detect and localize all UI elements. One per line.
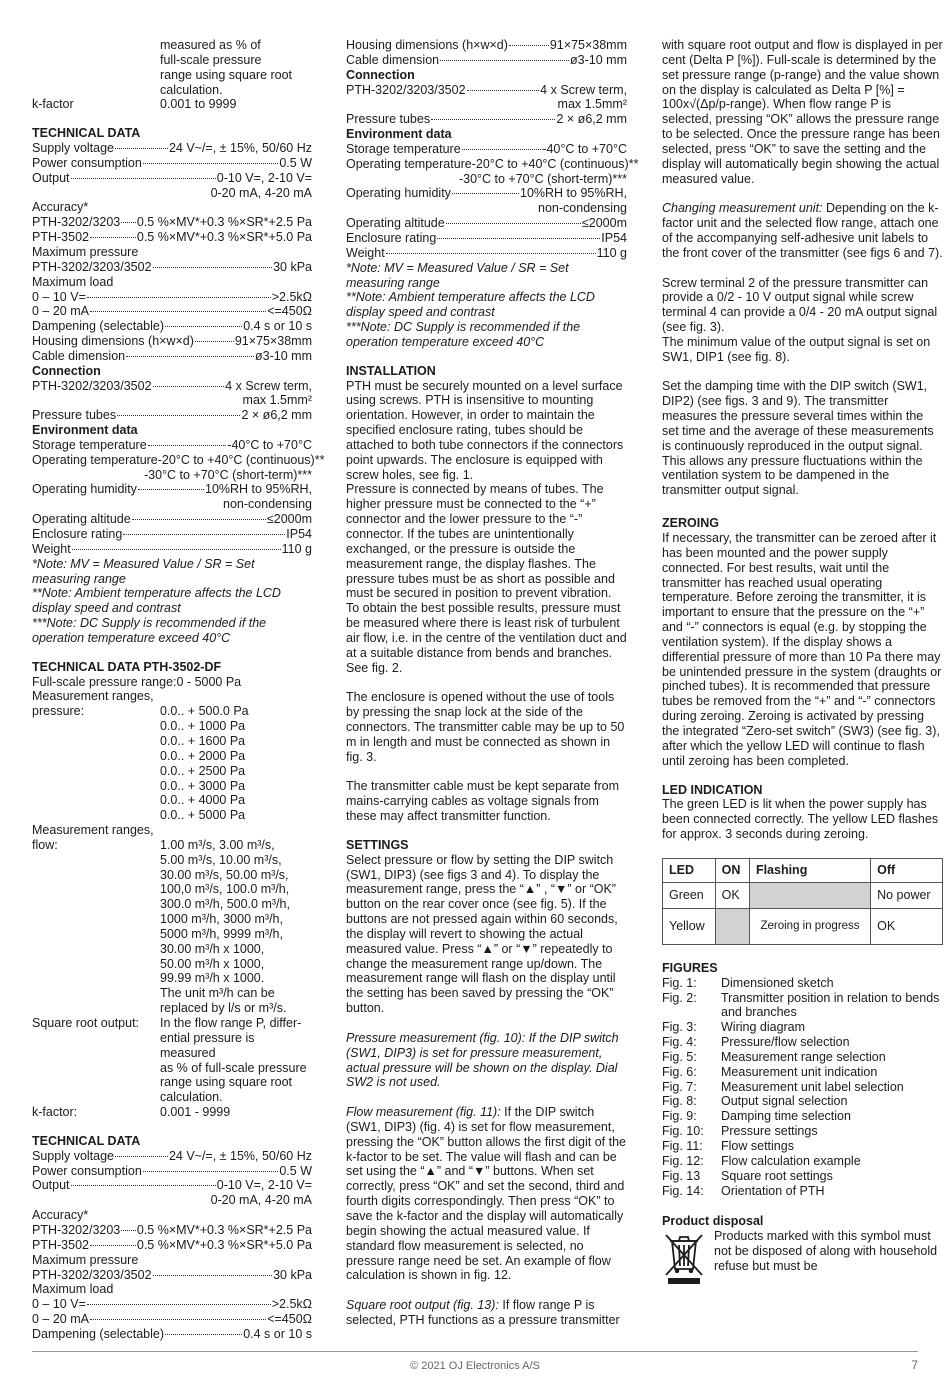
fig-caption: Measurement range selection [721,1049,886,1064]
table-cell: OK [715,882,749,908]
spec-key: Pressure tubes [346,112,431,127]
spec-value: IP54 [601,230,627,245]
fig-number: Fig. 8: [662,1094,697,1109]
crossed-out-wheelie-bin-icon [662,1229,714,1289]
flow-label: flow: [32,837,58,852]
list-item [662,1154,943,1169]
list-item [662,991,943,1021]
fig-number: Fig. 12: [662,1153,704,1168]
paragraph: If necessary, the transmitter can be zeroed after it has been mounted and the power supply connected. For best results, wait until the transmitter has reached usual operating temperature. Before zeroing the transmitter, it is important to ensure that the pressure on the “+” and “-” connectors is equal (e.g. by stopping the ventilation system). If the display shows a differential pressure of more than 10 Pa there may be unintended pressure in the system (draughts or pinched tubes). It is recommended that pressure tubes be removed from the “+” and “-” connectors during zeroing. Zeroing is activated by pressing the integrated “Zero-set switch” (SW3) (see fig. 3), after which the yellow LED will continue to flash until zeroing has been completed. [662,531,942,768]
spec-row [32,319,312,334]
fig-caption: Pressure settings [721,1124,818,1139]
column-header: Flashing [749,858,870,882]
spec-row [32,290,312,305]
spec-value: max 1.5mm² [242,393,312,408]
section-heading: TECHNICAL DATA [32,126,141,141]
spec-key: Output [32,1178,70,1193]
spec-row [32,512,312,527]
spec-label: Maximum load [32,1282,114,1297]
range-item: 99.99 m³/h x 1000. [160,971,265,986]
range-item: 0.0.. + 3000 Pa [160,778,246,793]
spec-key: Operating temperature [346,156,472,171]
sqrt-line: range using square root [160,1075,293,1090]
paragraph [346,1298,627,1328]
spec-row [32,215,312,230]
spec-value: 0.5 %×MV*+0.3 %×SR*+2.5 Pa [136,1222,312,1237]
list-item [662,1184,943,1199]
fig-caption: Measurement unit indication [721,1064,878,1079]
range-item: 100,0 m³/s, 100.0 m³/h, [160,882,290,897]
sqrt-line: calculation. [160,1090,223,1105]
spec-row [32,527,312,542]
fig-caption: Dimensioned sketch [721,975,834,990]
spec-row [32,230,312,245]
subheading: Connection [32,363,101,378]
table-cell: Green [663,882,716,908]
fig-number: Fig. 14: [662,1183,704,1198]
figures-list [662,976,943,1199]
spec-key: Power consumption [32,155,142,170]
section-heading: ZEROING [662,516,719,531]
range-item: 0.0.. + 2000 Pa [160,748,246,763]
spec-row [32,1238,312,1253]
table-header-row [663,858,943,882]
spec-key: PTH-3202/3203/3502 [32,378,152,393]
paragraph: Set the damping time with the DIP switch (SW1, DIP2) (see figs. 3 and 9). The transmitter measures the pressure several times within the set time and the average of these measurements is continuously reproduced in the output signal. This allows any pressure fluctuations within the ventilation system to be dampened in the transmitter output signal. [662,379,934,498]
table-cell-empty [715,908,749,944]
spec-value: ø3-10 mm [570,52,627,67]
fig-caption: Measurement unit label selection [721,1079,904,1094]
spec-row [32,304,312,319]
spec-key: Enclosure rating [346,230,437,245]
spec-value: 91×75×38mm [234,334,312,349]
spec-key: 0 – 10 V= [32,1297,86,1312]
spec-label: Accuracy* [32,1208,89,1223]
spec-value: 0.5 W [279,1163,312,1178]
range-item: 0.0.. + 5000 Pa [160,808,246,823]
spec-key: Operating altitude [32,512,131,527]
subheading: Connection [346,67,415,82]
list-item [662,1169,943,1184]
spec-row [32,1268,312,1283]
spec-row [346,231,627,246]
fig-number: Fig. 4: [662,1035,697,1050]
page-footer [32,1351,918,1372]
column-1 [32,38,325,1342]
spec-row [346,186,627,201]
kfactor-label: k-factor: [32,1105,78,1120]
fig-caption: Transmitter position in relation to bends and branches [721,990,940,1020]
spec-value: >2.5kΩ [271,1297,312,1312]
table-cell: OK [871,908,943,944]
list-item [662,1109,943,1124]
paragraph: The minimum value of the output signal is set on SW1, DIP1 (see fig. 8). [662,334,931,364]
cont-line: range using square root [160,67,293,82]
spec-key: 0 – 20 mA [32,1312,89,1327]
spec-row [32,1149,312,1164]
pressure-ranges [32,704,312,823]
spec-value: <=450Ω [267,304,312,319]
list-item [662,1094,943,1109]
fig-number: Fig. 9: [662,1109,697,1124]
section-heading: TECHNICAL DATA PTH-3502-DF [32,659,222,674]
range-item: 0.0.. + 1000 Pa [160,719,246,734]
column-header: Off [871,858,943,882]
fig-number: Fig. 5: [662,1049,697,1064]
spec-row [32,1312,312,1327]
fig-number: Fig. 3: [662,1020,697,1035]
sqrt-line: as % of full-scale pressure [160,1060,307,1075]
spec-value: 0.5 W [279,155,312,170]
paragraph: Pressure measurement (fig. 10): If the DIP switch (SW1, DIP3) is set for pressure measurement, actual pressure will be shown on the display. Dial SW2 is not used. [346,1030,619,1090]
spec-row [346,216,627,231]
spec-value: -20°C to +40°C (continuous)** [157,452,325,467]
fig-number: Fig. 2: [662,990,697,1005]
range-item: 5.00 m³/s, 10.00 m³/s, [160,852,282,867]
spec-key: Pressure tubes [32,408,117,423]
spec-label: Maximum pressure [32,1252,139,1267]
spec-key: Power consumption [32,1163,142,1178]
fig-caption: Flow settings [721,1139,794,1153]
paragraph: The enclosure is opened without the use of tools by pressing the snap lock at the side of the connectors. The transmitter cable may be up to 50 m in length and must be connected as shown in fig. 3. [346,690,625,764]
copyright: © 2021 OJ Electronics A/S [410,1360,540,1372]
paragraph: Select pressure or flow by setting the DIP switch (SW1, DIP3) (see figs 3 and 4). To display the measurement range, press the “▲” , “▼” or “OK” button on the rear cover once (see fig. 5). If the buttons are not pressed again within 60 seconds, the display will revert to showing the actual measured value. Press “▲” or “▼” repeatedly to change the measurement range up/down. The measurement range will flash on the display until the setting has been saved by pressing the “OK” button. [346,852,618,1016]
spec-value: 2 × ø6,2 mm [556,112,627,127]
list-item [662,1035,943,1050]
section-heading: LED INDICATION [662,782,763,797]
spec-value: 30 kPa [273,1267,312,1282]
spec-value: ø3-10 mm [255,348,312,363]
paragraph: PTH must be securely mounted on a level surface using screws. PTH is insensitive to mounting orientation. However, in order to maintain the specified enclosure rating, tubes should be attached to both tube connectors if the connectors point upwards. The enclosure is equipped with screw holes, see fig. 1. [346,378,624,482]
cont-line: calculation. [160,82,223,97]
range-item: 0.0.. + 4000 Pa [160,793,246,808]
list-item [662,1050,943,1065]
table-cell: No power [871,882,943,908]
spec-value: 91×75×38mm [549,38,627,52]
spec-value: >2.5kΩ [271,289,312,304]
footnote: ***Note: DC Supply is recommended if the operation temperature exceed 40°C [346,320,581,349]
spec-value: -30°C to +70°C (short-term)*** [458,171,627,186]
spec-value: -20°C to +40°C (continuous)** [471,156,639,171]
range-item: 30.00 m³/s, 50.00 m³/s, [160,867,289,882]
spec-key: Storage temperature [32,437,147,452]
spec-value: 10%RH to 95%RH, [205,482,312,497]
spec-key: PTH-3202/3203/3502 [346,82,466,97]
spec-key: 0 – 10 V= [32,289,86,304]
disposal-text: Products marked with this symbol must not be disposed of along with household refuse but must be [714,1229,938,1273]
spec-value: 4 x Screw term, [225,378,312,393]
list-item [662,1139,943,1154]
fig-caption: Damping time selection [721,1109,851,1124]
paragraph: The transmitter cable must be kept separate from mains-carrying cables as voltage signals from these may affect transmitter function. [346,779,620,824]
spec-key: Weight [346,245,385,260]
spec-key: Supply voltage [32,141,115,156]
spec-label: Maximum pressure [32,244,139,259]
spec-value: 24 V~/=, ± 15%, 50/60 Hz [168,141,312,156]
fig-number: Fig. 10: [662,1124,704,1139]
spec-label: Measurement ranges, [32,689,154,704]
list-item [662,1020,943,1035]
spec-row [32,141,312,156]
spec-key: PTH-3202/3203/3502 [32,259,152,274]
column-2 [346,38,639,1328]
paragraph: Screw terminal 2 of the pressure transmitter can provide a 0/2 - 10 V output signal while screw terminal 4 can provide a 0/4 - 20 mA output signal (see fig. 3). [662,275,938,335]
paragraph-lead: Flow measurement (fig. 11): [346,1105,501,1120]
fig-caption: Output signal selection [721,1094,848,1109]
spec-row [32,1297,312,1312]
paragraph-text: If flow range P is selected, PTH functions as a pressure transmitter [346,1298,620,1327]
spec-key: Output [32,170,70,185]
spec-value: 110 g [596,245,627,260]
page-number: 7 [911,1358,918,1372]
table-cell: Zeroing in progress [749,908,870,944]
spec-row [32,482,312,497]
list-item [662,1065,943,1080]
range-item: 0.0.. + 2500 Pa [160,763,246,778]
table-row [663,908,943,944]
spec-key: 0 – 20 mA [32,304,89,319]
paragraph [346,1105,627,1283]
spec-row [32,349,312,364]
spec-row [32,260,312,275]
spec-value: 0.4 s or 10 s [243,319,312,334]
spec-value: 0-20 mA, 4-20 mA [210,185,312,200]
spec-value: <=450Ω [267,1312,312,1327]
fig-caption: Orientation of PTH [721,1183,825,1198]
spec-row [32,379,312,394]
list-item [662,1080,943,1095]
fig-caption: Square root settings [721,1168,833,1183]
spec-value: ≤2000m [266,512,312,527]
spec-label: Measurement ranges, [32,823,154,838]
spec-value: non-condensing [538,201,627,216]
column-header: LED [663,858,716,882]
spec-value: 0-20 mA, 4-20 mA [210,1193,312,1208]
spec-key: Cable dimension [32,348,126,363]
fig-caption: Wiring diagram [721,1020,806,1035]
fig-number: Fig. 11: [662,1139,703,1153]
fig-number: Fig. 6: [662,1064,697,1079]
spec-key: Storage temperature [346,141,461,156]
paragraph-lead: Changing measurement unit: [662,201,823,216]
range-item: 0.0.. + 500.0 Pa [160,704,249,719]
spec-value: 30 kPa [273,259,312,274]
sqrt-output [32,1016,312,1105]
subheading: Environment data [32,423,138,438]
kfactor-value: 0.001 - 9999 [160,1105,231,1120]
paragraph: with square root output and flow is displayed in per cent (Delta P [%]). Full-scale is determined by the set pressure range (p-range) and the value shown on the display is calculated as Delta P [%] = 100x√(Δp/p-range). When flow range P is selected, pressing “OK” allows the pressure range to be selected. Once the pressure range has been selected, press “OK” to save the setting and the display will automatically begin showing the actual measured value. [662,38,943,186]
paragraph-text: If the DIP switch (SW1, DIP3) (fig. 4) is set for flow measurement, pressing the “OK” button allows the first digit of the k-factor to be set. The value will flash and can be set using the “▲” and “▼” buttons. When set correctly, press “OK” and set the second, third and fourth digits correspondingly. Then press “OK” to save the k-factor and the display will automatically begin showing the actual measured value. If standard flow measurement is selected, no pressure range need be set. An example of flow calculation is shown in fig. 12. [346,1105,626,1283]
spec-row [32,408,312,423]
spec-row [346,112,627,127]
table-row [663,882,943,908]
footnote: **Note: Ambient temperature affects the LCD display speed and contrast [346,290,595,320]
spec-key: Enclosure rating [32,527,123,541]
spec-row [32,452,325,468]
footnote: *Note: MV = Measured Value / SR = Set measuring range [32,556,255,586]
fig-number: Fig. 1: [662,975,697,990]
spec-key: Supply voltage [32,1148,115,1163]
cont-line: measured as % of [160,38,261,52]
range-item: 30.00 m³/h x 1000, [160,941,265,956]
spec-row [32,438,312,453]
spec-key: Cable dimension [346,52,440,67]
range-item: 1000 m³/h, 3000 m³/h, [160,912,283,927]
spec-value: IP54 [286,527,312,541]
spec-value: 0.4 s or 10 s [243,1326,312,1341]
sqrt-line: In the flow range P, differ- [160,1016,302,1030]
footnote: ***Note: DC Supply is recommended if the operation temperature exceed 40°C [32,616,267,645]
range-item: replaced by l/s or m³/s. [160,1001,287,1016]
disposal-block [662,1229,943,1289]
paragraph: The green LED is lit when the power supply has been connected correctly. The yellow LED flashes for approx. 3 seconds during zeroing. [662,797,939,842]
paragraph-lead: Square root output (fig. 13): [346,1298,499,1313]
spec-row [346,53,627,68]
spec-value: 10%RH to 95%RH, [520,186,627,201]
spec-key: Operating humidity [32,482,137,497]
spec-row [346,83,627,98]
footnote: **Note: Ambient temperature affects the LCD display speed and contrast [32,586,281,616]
column-header: ON [715,858,749,882]
range-item: 50.00 m³/h x 1000, [160,956,265,971]
spec-row [32,334,312,349]
fig-caption: Pressure/flow selection [721,1035,850,1050]
footnote: *Note: MV = Measured Value / SR = Set measuring range [346,260,569,290]
fig-number: Fig. 13 [662,1168,701,1183]
paragraph: Pressure is connected by means of tubes. The higher pressure must be connected to the “+” connector and the lower pressure to the “-” connector. If the tubes are unintentionally exchanged, or the pressure is outside the measurement range, the display flashes. The pressure tubes must be as short as possible and must be secured in position to prevent vibration. To obtain the best possible results, pressure must be measured where there is least risk of turbulent air flow, i.e. in the centre of the ventilation duct and at a suitable distance from bends and branches. See fig. 2. [346,482,627,675]
spec-key: PTH-3202/3203 [32,1222,121,1237]
spec-row [346,156,639,172]
spec-line: Full-scale pressure range:0 - 5000 Pa [32,674,242,689]
spec-value: 0.5 %×MV*+0.3 %×SR*+5.0 Pa [136,1237,312,1252]
paragraph [662,201,943,260]
sqrt-label: Square root output: [32,1016,140,1030]
spec-value: 0-10 V=, 2-10 V= [216,170,312,185]
spec-key: PTH-3202/3203/3502 [32,1267,152,1282]
kfactor-cont [32,38,312,112]
column-3 [662,38,943,1289]
spec-row [32,542,312,557]
spec-row [346,142,627,157]
range-item: The unit m³/h can be [160,986,275,1001]
list-item [662,1124,943,1139]
range-item: 1.00 m³/s, 3.00 m³/s, [160,837,275,852]
kfactor-value: 0.001 to 9999 [160,97,237,112]
spec-row [32,171,312,186]
spec-key: Dampening (selectable) [32,1326,165,1341]
spec-value: 2 × ø6,2 mm [241,408,312,423]
kfactor-label: k-factor [32,97,74,112]
table-cell-empty [749,882,870,908]
range-item: 300.0 m³/h, 500.0 m³/h, [160,897,290,912]
spec-row [32,1223,312,1238]
range-item: 5000 m³/h, 9999 m³/h, [160,926,283,941]
spec-key: PTH-3202/3203 [32,215,121,230]
paragraph-text: Depending on the k-factor unit and the selected flow range, attach one of the accompanying self-adhesive unit labels to the front cover of the transmitter (see figs 6 and 7). [662,201,943,260]
section-heading: FIGURES [662,960,718,975]
fig-caption: Flow calculation example [721,1153,861,1168]
spec-key: Operating humidity [346,186,451,201]
spec-value: 0-10 V=, 2-10 V= [216,1178,312,1193]
spec-key: PTH-3502 [32,1237,89,1252]
flow-ranges [32,838,312,1016]
spec-value: 110 g [281,541,312,556]
spec-key: Dampening (selectable) [32,319,165,334]
spec-value: 0.5 %×MV*+0.3 %×SR*+2.5 Pa [136,215,312,230]
section-heading: TECHNICAL DATA [32,1133,141,1148]
spec-key: Housing dimensions (h×w×d) [32,334,194,349]
range-item: 0.0.. + 1600 Pa [160,733,246,748]
led-table [662,858,943,945]
subheading: Environment data [346,127,452,142]
spec-key: Housing dimensions (h×w×d) [346,38,508,52]
spec-key: Operating altitude [346,216,445,231]
spec-label: Accuracy* [32,200,89,215]
spec-key: PTH-3502 [32,230,89,245]
spec-key: Operating temperature [32,452,158,467]
section-heading: Product disposal [662,1214,764,1229]
pressure-label: pressure: [32,704,85,719]
spec-row [32,156,312,171]
spec-value: -40°C to +70°C [227,437,312,452]
spec-row [32,1327,312,1342]
fig-number: Fig. 7: [662,1079,697,1094]
spec-label: Maximum load [32,274,114,289]
spec-row [32,1164,312,1179]
section-heading: SETTINGS [346,837,409,852]
spec-value: 0.5 %×MV*+0.3 %×SR*+5.0 Pa [136,230,312,245]
spec-row [346,246,627,261]
list-item [662,976,943,991]
spec-value: 24 V~/=, ± 15%, 50/60 Hz [168,1148,312,1163]
cont-line: full-scale pressure [160,52,262,67]
spec-row [32,1178,312,1193]
table-cell: Yellow [663,908,716,944]
spec-value: -40°C to +70°C [542,141,627,156]
spec-row [346,38,627,53]
section-heading: INSTALLATION [346,363,436,378]
spec-key: Weight [32,541,71,556]
spec-value: ≤2000m [581,216,627,231]
spec-value: non-condensing [223,497,312,512]
spec-value: 4 x Screw term, [540,82,627,97]
spec-value: max 1.5mm² [557,97,627,112]
sqrt-line: ential pressure is measured [160,1030,255,1060]
spec-value: -30°C to +70°C (short-term)*** [143,467,312,482]
